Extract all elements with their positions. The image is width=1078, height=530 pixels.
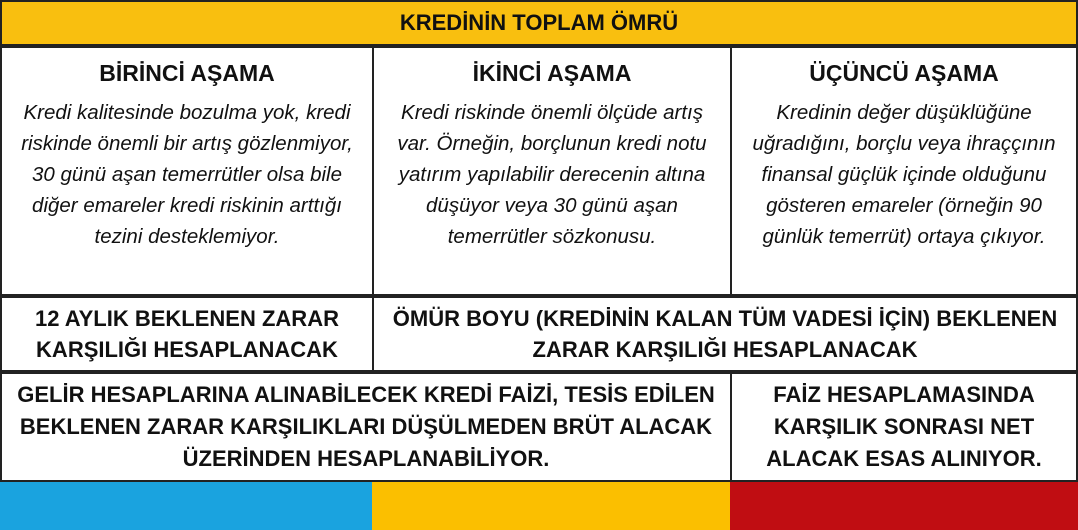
header-title: KREDİNİN TOPLAM ÖMRÜ [0, 0, 1078, 46]
stage-2-box [372, 46, 732, 296]
twelve-month-provision-text: 12 AYLIK BEKLENEN ZARAR KARŞILIĞI HESAPLANACAK [35, 306, 339, 362]
stage-2-description: Kredi riskinde önemli ölçüde artış var. Örneğin, borçlunun kredi notu yatırım yapılabilir derecenin altına düşüyor veya 30 günü aşan temerrütler sözkonusu. [397, 101, 707, 248]
stage-1-color-band [0, 482, 372, 530]
stage-1-box [0, 46, 374, 296]
net-interest-box [730, 372, 1078, 482]
stage-3-color-band [730, 482, 1078, 530]
stage-3-title: ÜÇÜNCÜ AŞAMA [809, 60, 999, 86]
net-interest-text: FAİZ HESAPLAMASINDA KARŞILIK SONRASI NET ALACAK ESAS ALINIYOR. [766, 382, 1042, 471]
stage-1-description: Kredi kalitesinde bozulma yok, kredi riskinde önemli bir artış gözlenmiyor, 30 günü aşan temerrütler olsa bile diğer emareler kredi riskinin arttığı tezini desteklemiyor. [21, 101, 353, 248]
lifetime-provision-text: ÖMÜR BOYU (KREDİNİN KALAN TÜM VADESİ İÇİN) BEKLENEN ZARAR KARŞILIĞI HESAPLANACAK [392, 306, 1058, 362]
stage-3-box [730, 46, 1078, 296]
stage-2-title: İKİNCİ AŞAMA [472, 60, 632, 86]
gross-interest-box [0, 372, 732, 482]
stage-2-color-band [372, 482, 730, 530]
gross-interest-text: GELİR HESAPLARINA ALINABİLECEK KREDİ FAİZİ, TESİS EDİLEN BEKLENEN ZARAR KARŞILIKLARI DÜŞÜLMEDEN BRÜT ALACAK ÜZERİNDEN HESAPLANABİLİYOR. [17, 382, 715, 471]
twelve-month-provision [0, 296, 374, 372]
stage-1-title: BİRİNCİ AŞAMA [99, 60, 275, 86]
stage-3-description: Kredinin değer düşüklüğüne uğradığını, borçlu veya ihraççının finansal güçlük içinde olduğunu gösteren emareler (örneğin 90 günlük temerrüt) ortaya çıkıyor. [752, 101, 1056, 248]
lifetime-provision [372, 296, 1078, 372]
